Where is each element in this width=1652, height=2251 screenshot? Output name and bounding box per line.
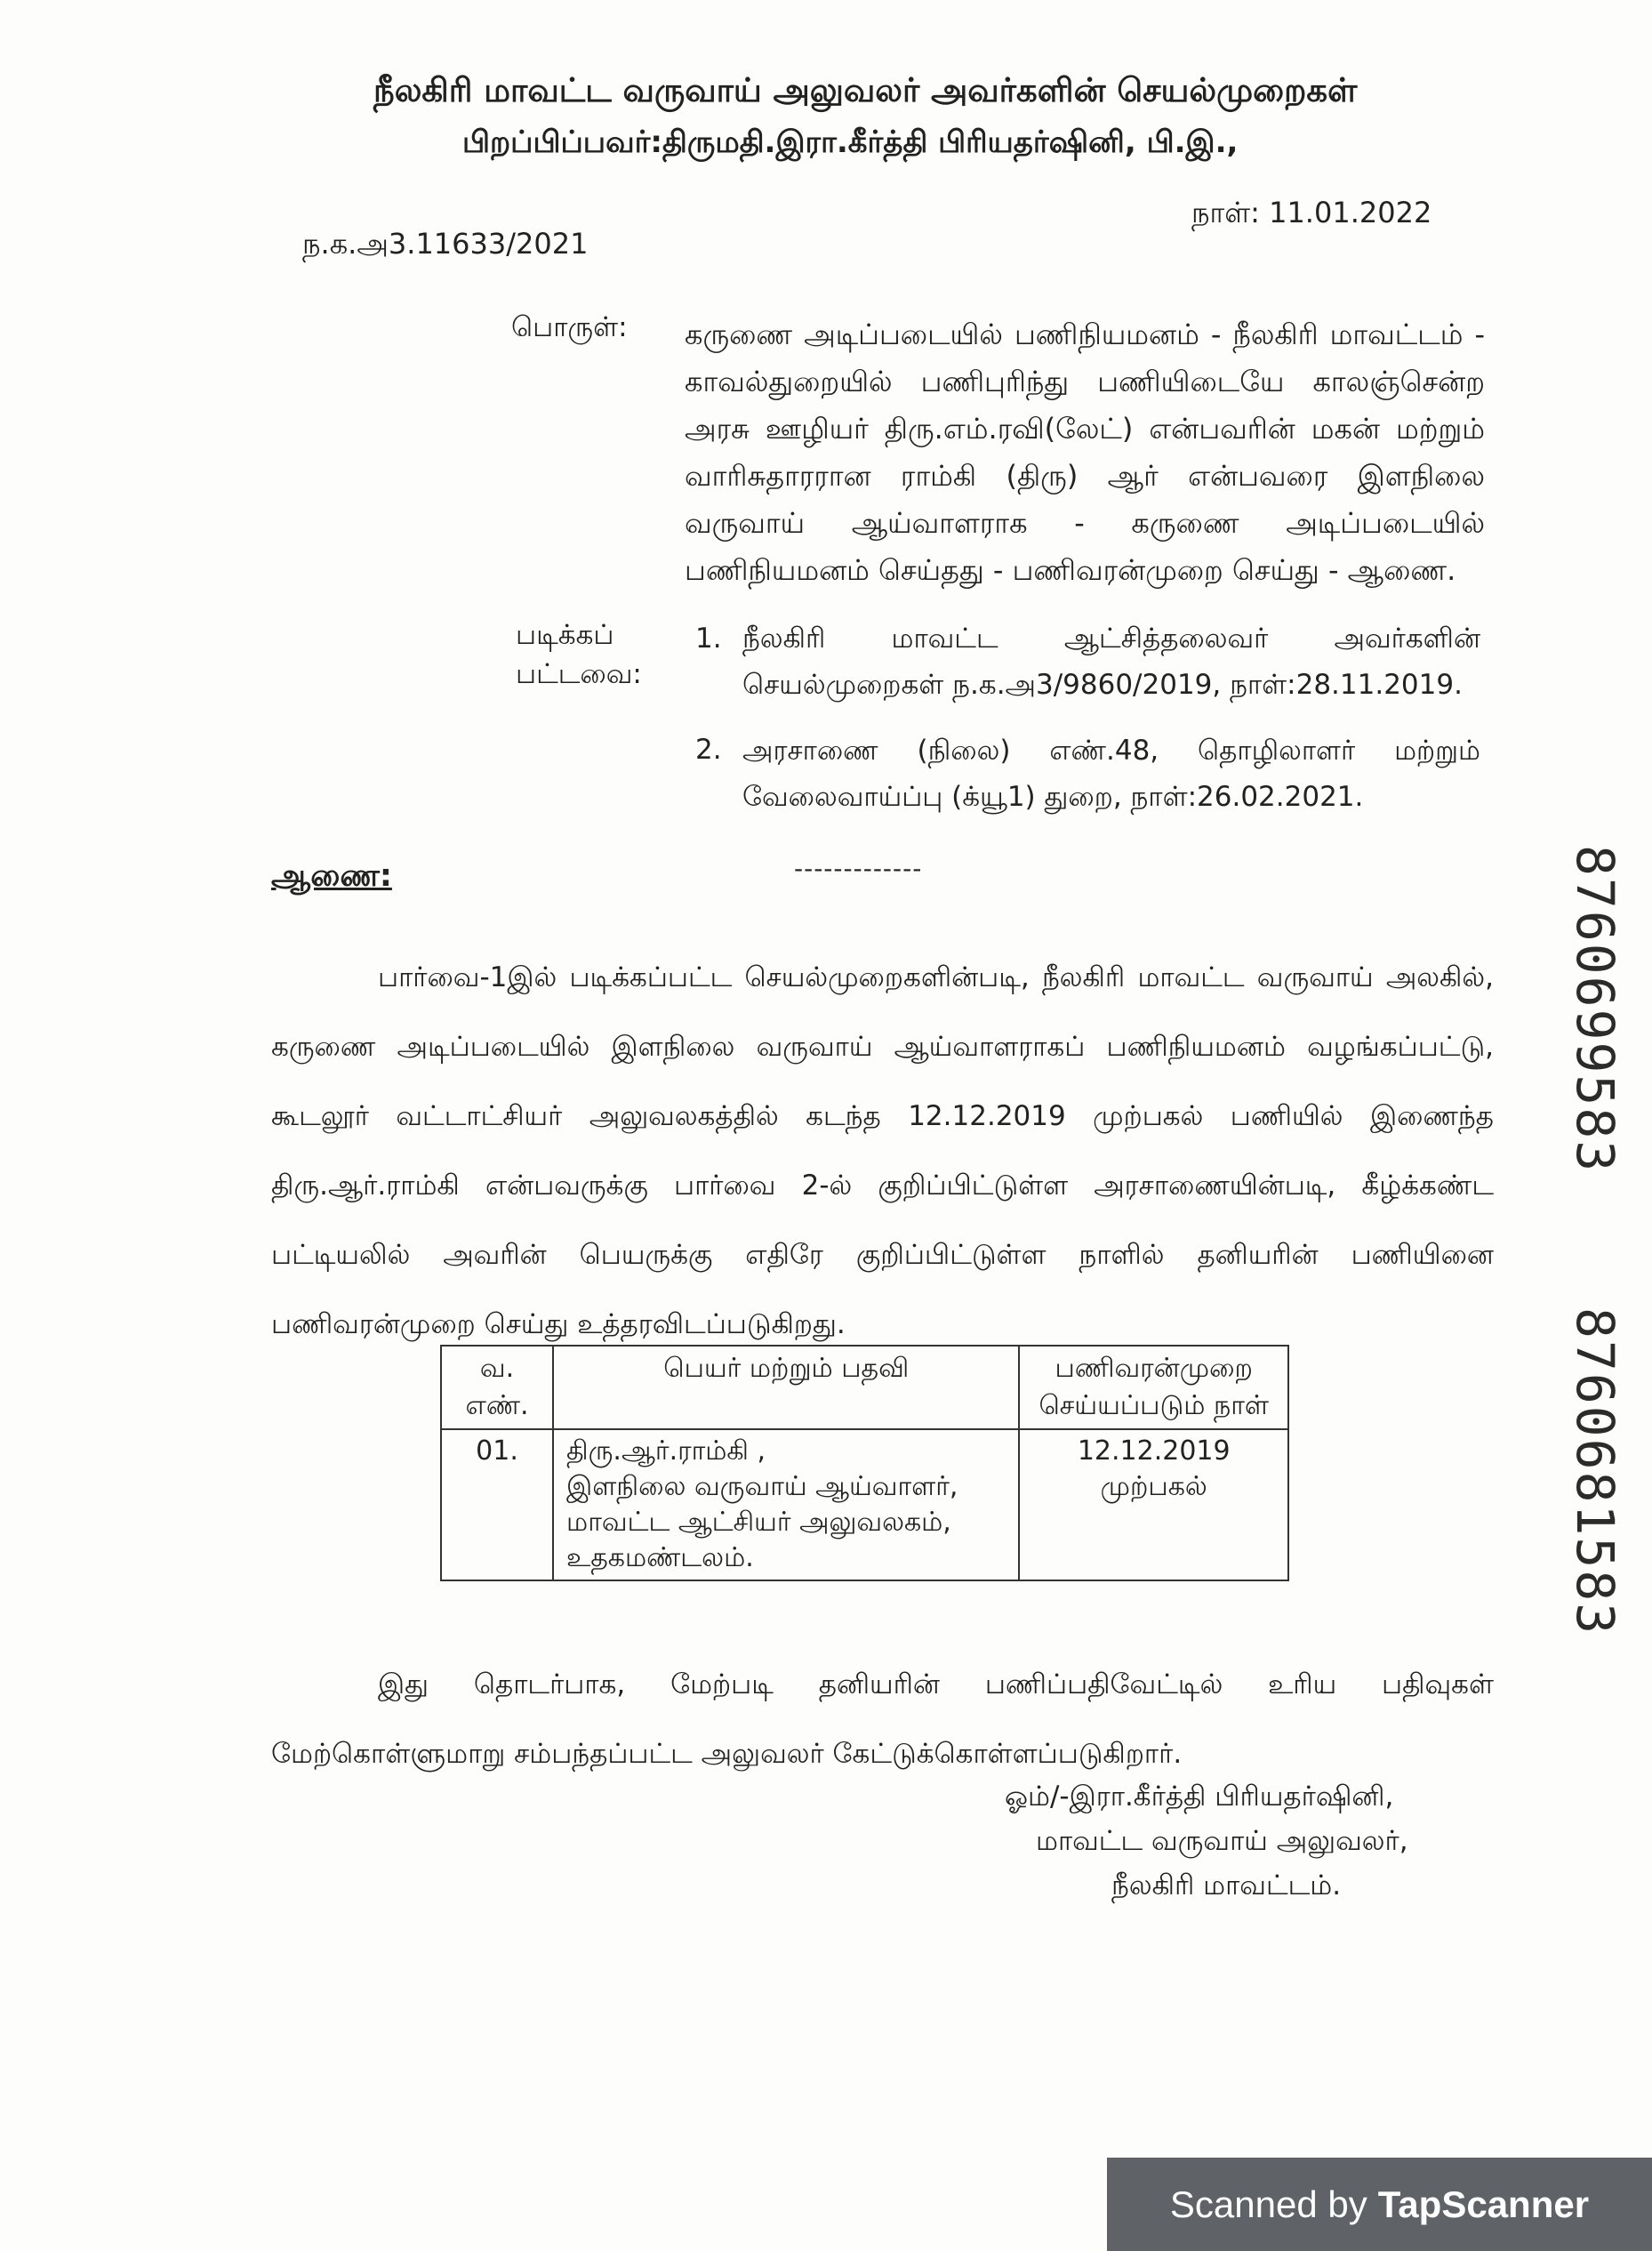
header-title: நீலகிரி மாவட்ட வருவாய் அலுவலர் அவர்களின் செயல்முறைகள் <box>373 71 1358 109</box>
table-cell-date-line: முற்பகல் <box>1100 1471 1207 1502</box>
handwritten-number-lower: 8760681583 <box>1565 1307 1625 1636</box>
separator-line: ------------- <box>794 854 923 883</box>
table-cell-name-line: மாவட்ட ஆட்சியர் அலுவலகம், <box>566 1507 951 1538</box>
signature-name: ஓம்/-இரா.கீர்த்தி பிரியதர்ஷினி, <box>1005 1781 1394 1813</box>
reference-1-number: 1. <box>695 623 722 655</box>
subject-label: பொருள்: <box>511 311 628 343</box>
references-label-line2: பட்டவை: <box>516 658 642 690</box>
subject-text: கருணை அடிப்படையில் பணிநியமனம் - நீலகிரி மாவட்டம் - காவல்துறையில் பணிபுரிந்து பணியிடையே காலஞ்சென்ற அரசு ஊழியர் திரு.எம்.ரவி(லேட்) என்பவரின் மகன் மற்றும் வாரிசுதாரரான ராம்கி (திரு) ஆர் என்பவரை இளநிலை வருவாய் ஆய்வாளராக - கருணை அடிப்படையில் பணிநியமனம் செய்தது - பணிவரன்முறை செய்து - ஆணை. <box>685 318 1485 587</box>
reference-2-text: அரசாணை (நிலை) எண்.48, தொழிலாளர் மற்றும் வேலைவாய்ப்பு (க்யூ1) துறை, நாள்:26.02.2021. <box>742 735 1480 813</box>
order-paragraph-1-text: பார்வை-1இல் படிக்கப்பட்ட செயல்முறைகளின்படி, நீலகிரி மாவட்ட வருவாய் அலகில், கருணை அடிப்படையில் இளநிலை வருவாய் ஆய்வாளராகப் பணிநியமனம் வழங்கப்பட்டு, கூடலூர் வட்டாட்சியர் அலுவலகத்தில் கடந்த 12.12.2019 முற்பகல் பணியில் இணைந்த திரு.ஆர்.ராம்கி என்பவருக்கு பார்வை 2-ல் குறிப்பிட்டுள்ள அரசாணையின்படி, கீழ்க்கண்ட பட்டியலில் அவரின் பெயருக்கு எதிரே குறிப்பிட்டுள்ள நாளில் தனியரின் பணியினை பணிவரன்முறை செய்து உத்தரவிடப்படுகிறது. <box>271 961 1494 1340</box>
references-label-line1: படிக்கப் <box>516 619 614 651</box>
table-cell-name-line: இளநிலை வருவாய் ஆய்வாளர், <box>566 1471 958 1502</box>
table-header-sno: வ. எண். <box>441 1346 553 1429</box>
table-cell-name <box>553 1429 1019 1580</box>
regularisation-table <box>440 1345 1289 1581</box>
table-cell-name-line: திரு.ஆர்.ராம்கி , <box>566 1435 766 1467</box>
table-cell-date-line: 12.12.2019 <box>1077 1435 1231 1467</box>
order-paragraph-1 <box>271 943 1494 1359</box>
watermark-prefix: Scanned by <box>1169 2183 1367 2225</box>
order-title: ஆணை: <box>271 858 392 894</box>
reference-1-text: நீலகிரி மாவட்ட ஆட்சித்தலைவர் அவர்களின் செயல்முறைகள் ந.க.அ3/9860/2019, நாள்:28.11.2019. <box>742 623 1480 701</box>
table-cell-date <box>1019 1429 1288 1580</box>
table-header-row <box>441 1346 1288 1429</box>
table-header-date: பணிவரன்முறை செய்யப்படும் நாள் <box>1019 1346 1288 1429</box>
signature-block <box>1005 1774 1408 1908</box>
header-issuer: பிறப்பிப்பவர்:திருமதி.இரா.கீர்த்தி பிரியதர்ஷினி, பி.இ., <box>462 125 1239 160</box>
document-date: நாள்: 11.01.2022 <box>1191 196 1432 229</box>
handwritten-number-upper: 8760699583 <box>1565 845 1625 1174</box>
scanner-watermark <box>1107 2158 1652 2251</box>
signature-district: நீலகிரி மாவட்டம். <box>1111 1869 1342 1901</box>
order-paragraph-2-text: இது தொடர்பாக, மேற்படி தனியரின் பணிப்பதிவேட்டில் உரிய பதிவுகள் மேற்கொள்ளுமாறு சம்பந்தப்பட்ட அலுவலர் கேட்டுக்கொள்ளப்படுகிறார். <box>271 1668 1494 1770</box>
watermark-brand: TapScanner <box>1377 2183 1590 2225</box>
table-row <box>441 1429 1288 1580</box>
table-cell-sno: 01. <box>441 1429 553 1580</box>
references-label <box>516 615 642 694</box>
signature-designation: மாவட்ட வருவாய் அலுவலர், <box>1036 1825 1408 1857</box>
table-header-name: பெயர் மற்றும் பதவி <box>553 1346 1019 1429</box>
reference-2-number: 2. <box>695 734 722 766</box>
table-cell-name-line: உதகமண்டலம். <box>566 1542 754 1573</box>
order-paragraph-2 <box>271 1650 1494 1789</box>
reference-number: ந.க.அ3.11633/2021 <box>302 227 589 261</box>
